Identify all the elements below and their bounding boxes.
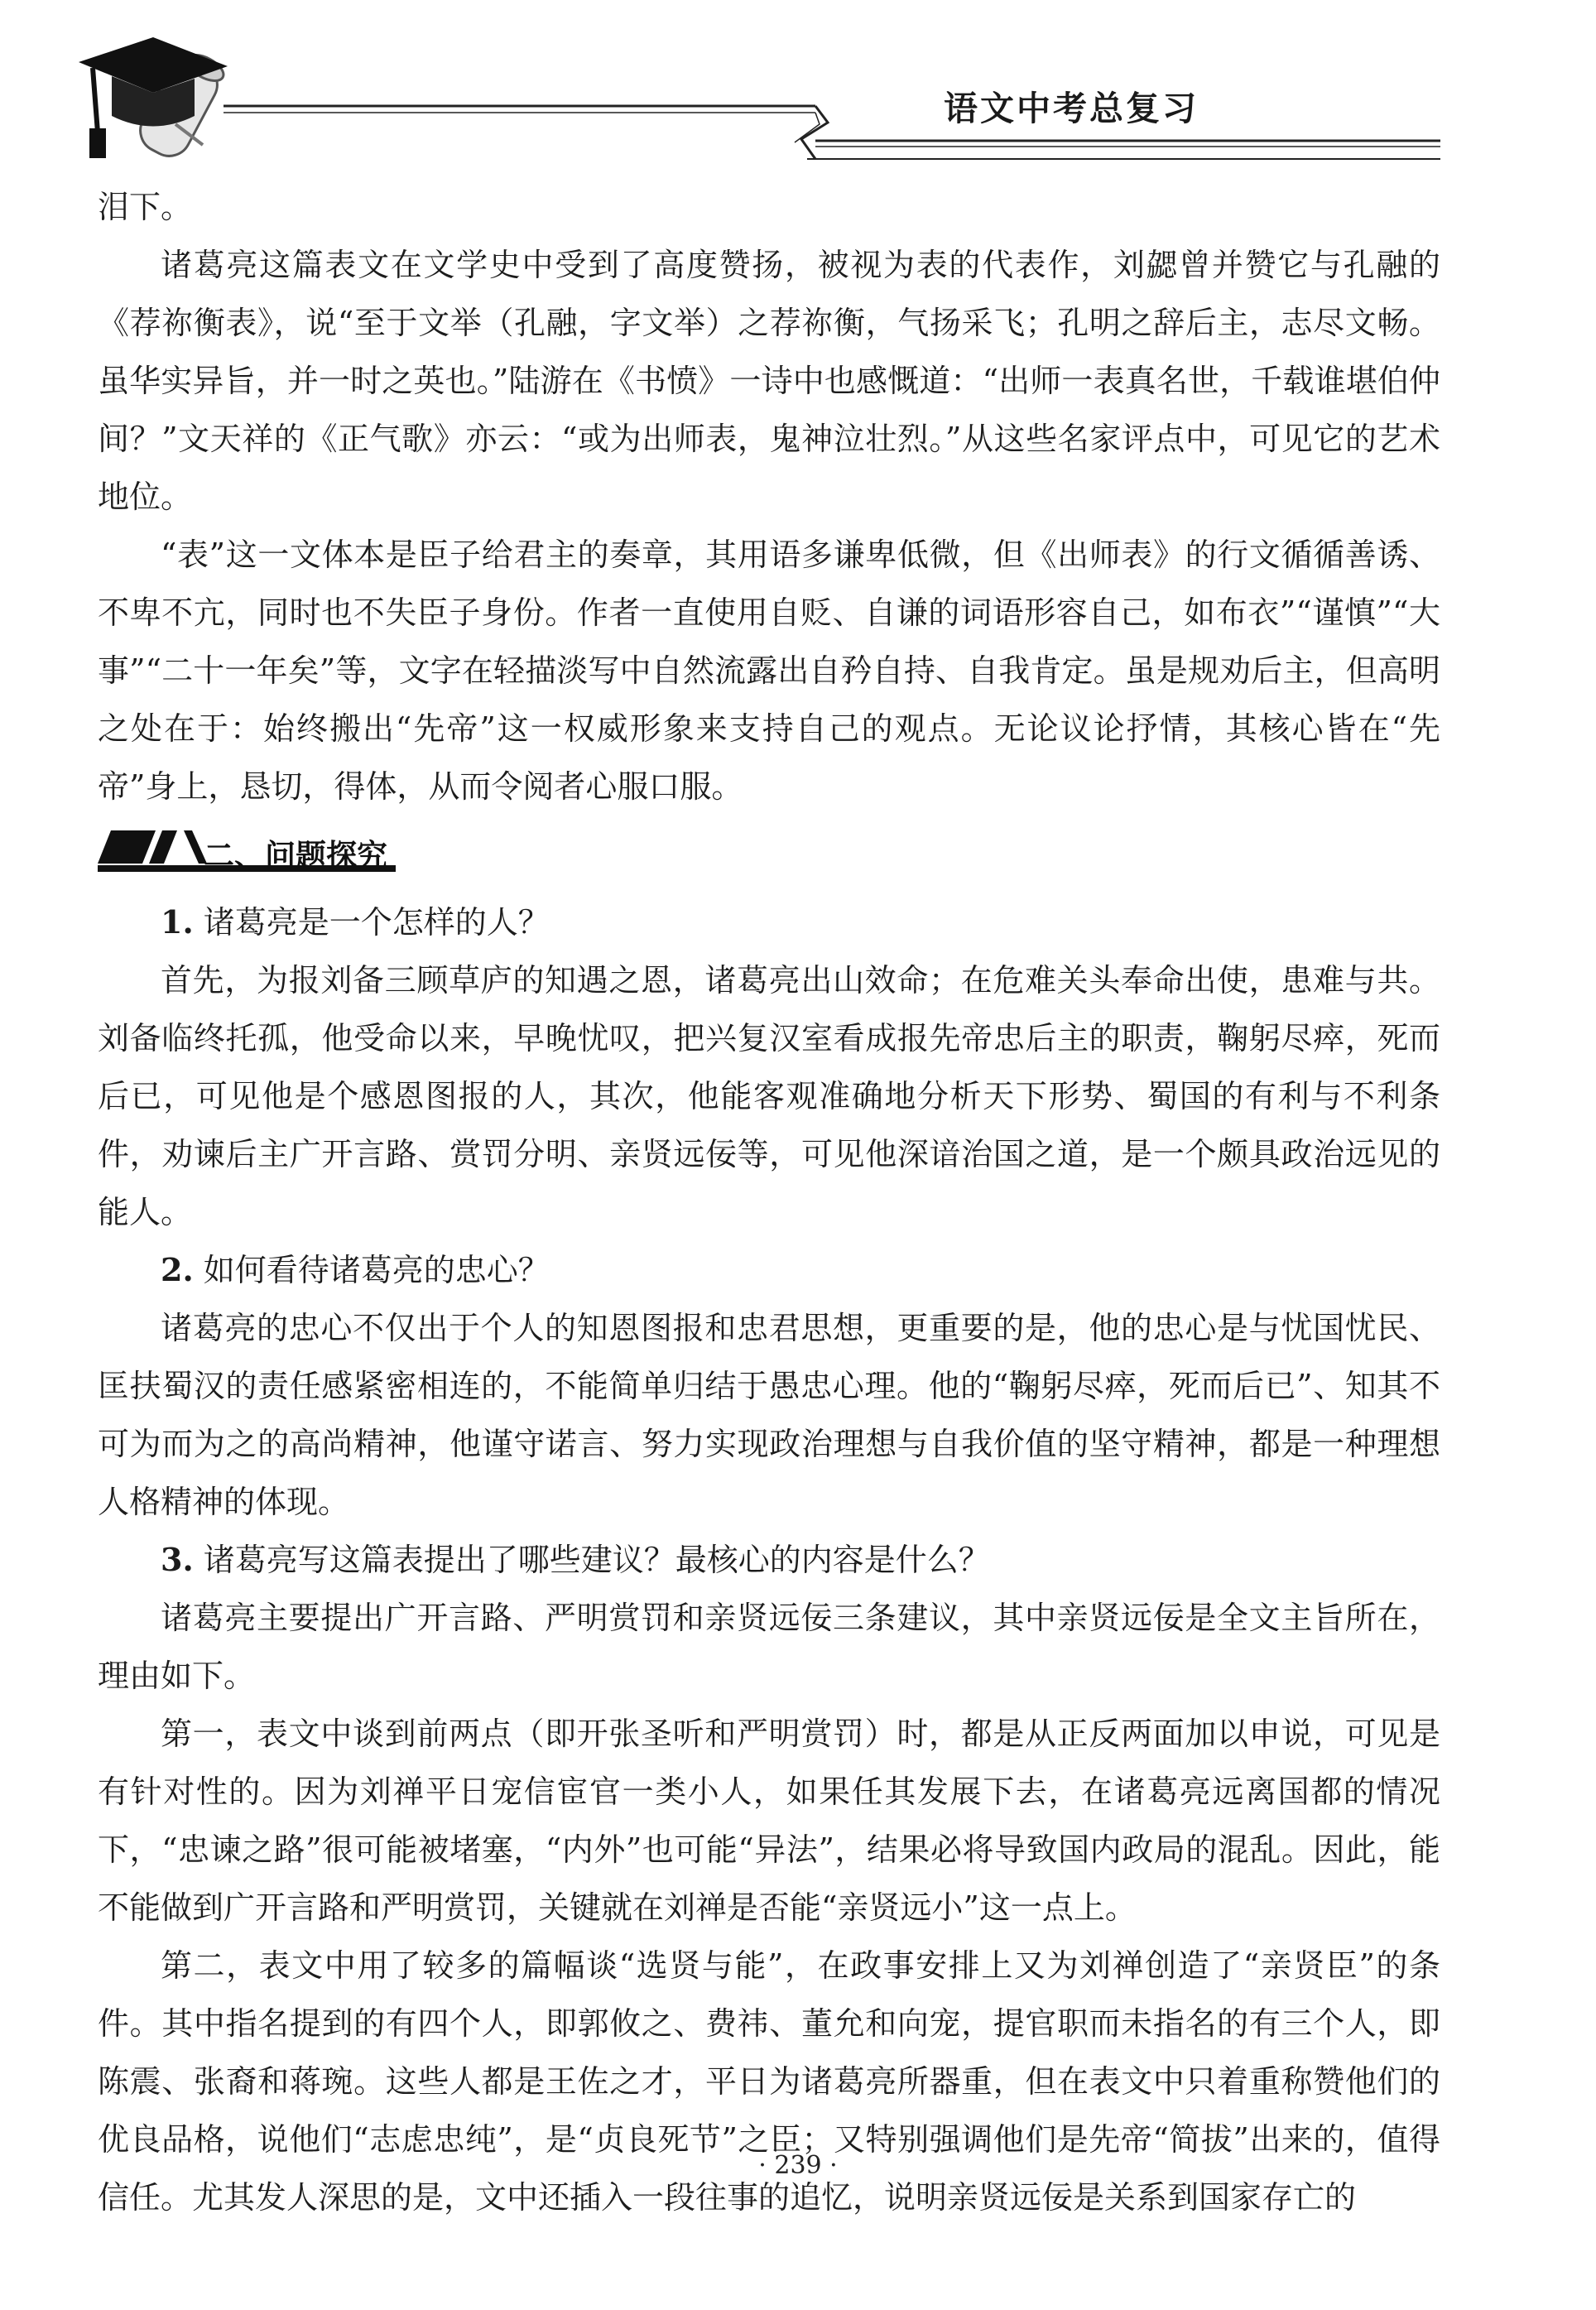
- running-title: 语文中考总复习: [944, 89, 1199, 128]
- question-number: 1.: [161, 903, 194, 941]
- answer-paragraph: 诸葛亮的忠心不仅出于个人的知恩图报和忠君思想，更重要的是，他的忠心是与忧国忧民、匡扶蜀汉的责任感紧密相连的，不能简单归结于愚忠心理。他的“鞠躬尽瘁，死而后已”、知其不可为而为之的高尚精神，他谨守诺言、努力实现政治理想与自我价值的坚守精神，都是一种理想人格精神的体现。: [98, 1310, 1440, 1520]
- answer-paragraph: 第一，表文中谈到前两点（即开张圣听和严明赏罚）时，都是从正反两面加以申说，可见是有针对性的。因为刘禅平日宠信宦官一类小人，如果任其发展下去，在诸葛亮远离国都的情况下，“忠谏之路”很可能被堵塞，“内外”也可能“异法”，结果必将导致国内政局的混乱。因此，能不能做到广开言路和严明赏罚，关键就在刘禅是否能“亲贤远小”这一点上。: [98, 1716, 1440, 1926]
- header-decoration: [0, 0, 1596, 182]
- answer-paragraph: 第二，表文中用了较多的篇幅谈“选贤与能”，在政事安排上又为刘禅创造了“亲贤臣”的条件。其中指名提到的有四个人，即郭攸之、费祎、董允和向宠，提官职而未指名的有三个人，即陈震、张裔和蒋琬。这些人都是王佐之才，平日为诸葛亮所器重，但在表文中只着重称赞他们的优良品格，说他们“志虑忠纯”，是“贞良死节”之臣；又特别强调他们是先帝“简拔”出来的，值得信任。尤其发人深思的是，文中还插入一段往事的追忆，说明亲贤远佞是关系到国家存亡的: [98, 1947, 1440, 2216]
- question-text: 诸葛亮是一个怎样的人？: [203, 904, 550, 941]
- section-heading-text: 二、问题探究: [204, 838, 387, 873]
- question-number: 3.: [161, 1541, 194, 1578]
- paragraph: “表”这一文体本是臣子给君主的奏章，其用语多谦卑低微，但《出师表》的行文循循善诱、不卑不亢，同时也不失臣子身份。作者一直使用自贬、自谦的词语形容自己，如布衣”“谨慎”“大事”“二十一年矣”等，文字在轻描淡写中自然流露出自矜自持、自我肯定。虽是规劝后主，但高明之处在于：始终搬出“先帝”这一权威形象来支持自己的观点。无论议论抒情，其核心皆在“先帝”身上，恳切，得体，从而令阅者心服口服。: [98, 537, 1440, 805]
- page-body: [98, 178, 1440, 2226]
- question: [98, 1531, 1440, 1589]
- page-number: · 239 ·: [758, 2151, 838, 2180]
- question: [98, 1241, 1440, 1299]
- answer-paragraph: 首先，为报刘备三顾草庐的知遇之恩，诸葛亮出山效命；在危难关头奉命出使，患难与共。刘备临终托孤，他受命以来，早晚忧叹，把兴复汉室看成报先帝忠后主的职责，鞠躬尽瘁，死而后已，可见他是个感恩图报的人，其次，他能客观准确地分析天下形势、蜀国的有利与不利条件，劝谏后主广开言路、赏罚分明、亲贤远佞等，可见他深谙治国之道，是一个颇具政治远见的能人。: [98, 962, 1440, 1230]
- question-number: 2.: [161, 1251, 194, 1288]
- question-text: 如何看待诸葛亮的忠心？: [203, 1252, 550, 1288]
- question-text: 诸葛亮写这篇表提出了哪些建议？最核心的内容是什么？: [203, 1542, 990, 1578]
- paragraph: 诸葛亮这篇表文在文学史中受到了高度赞扬，被视为表的代表作，刘勰曾并赞它与孔融的《荐祢衡表》，说“至于文举（孔融，字文举）之荐祢衡，气扬采飞；孔明之辞后主，志尽文畅。虽华实异旨，并一时之英也。”陆游在《书愤》一诗中也感慨道：“出师一表真名世，千载谁堪伯仲间？”文天祥的《正气歌》亦云：“或为出师表，鬼神泣壮烈。”从这些名家评点中，可见它的艺术地位。: [98, 247, 1440, 515]
- paragraph: 泪下。: [98, 189, 193, 225]
- question: [98, 893, 1440, 951]
- answer-paragraph: 诸葛亮主要提出广开言路、严明赏罚和亲贤远佞三条建议，其中亲贤远佞是全文主旨所在，理由如下。: [98, 1600, 1440, 1694]
- section-heading: [98, 822, 1440, 880]
- header-rule: [224, 106, 1440, 159]
- page-header: [0, 0, 1596, 182]
